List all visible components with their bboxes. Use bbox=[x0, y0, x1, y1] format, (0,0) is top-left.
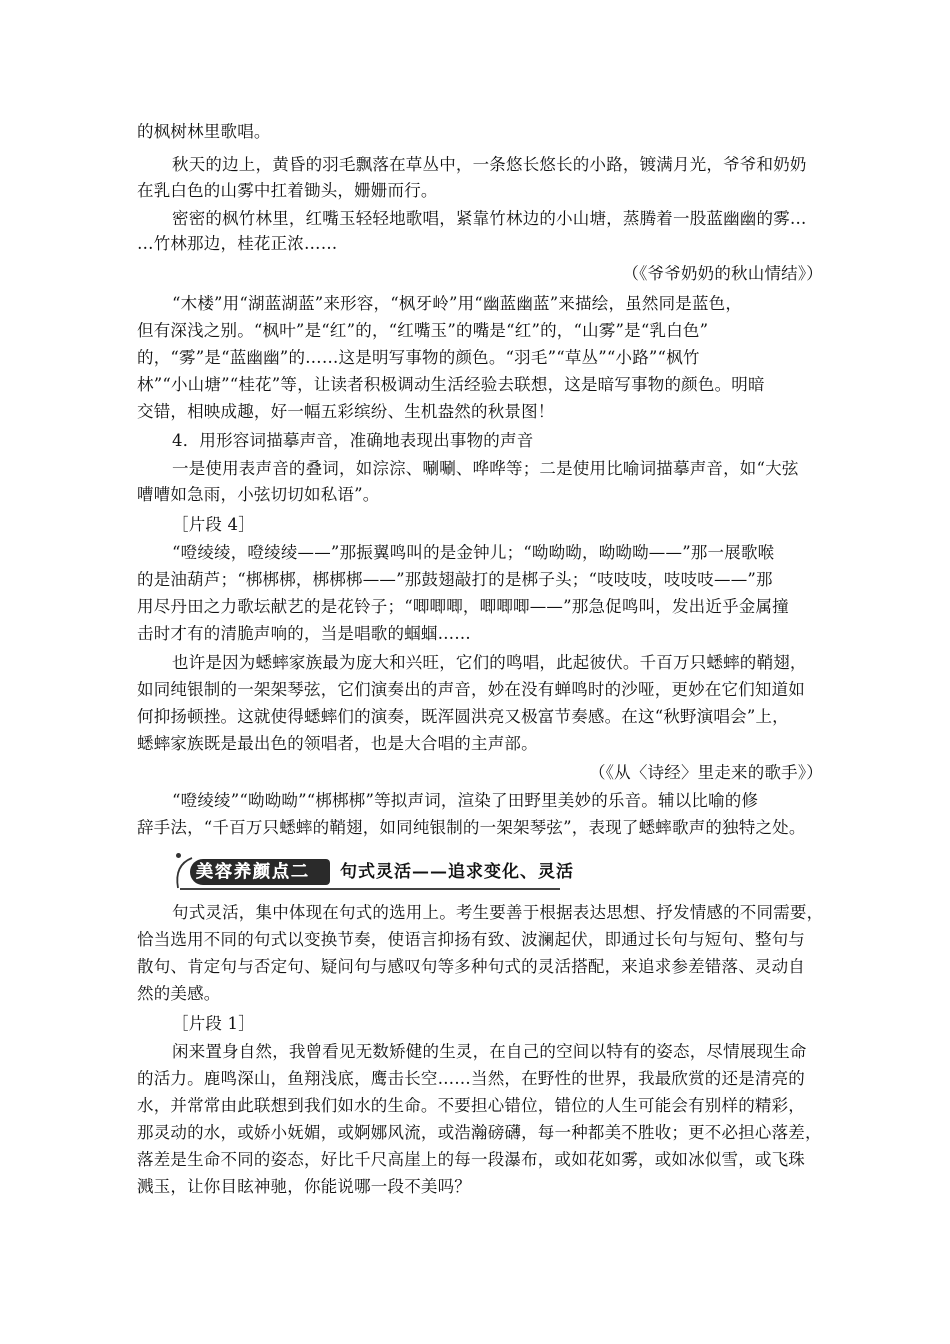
banner-underline bbox=[180, 888, 560, 890]
paragraph-line: 交错，相映成趣，好一幅五彩缤纷、生机盎然的秋景图！ bbox=[137, 402, 555, 421]
paragraph-line: 密密的枫竹林里，红嘴玉轻轻地歌唱，紧靠竹林边的小山塘，蒸腾着一股蓝幽幽的雾… bbox=[172, 209, 807, 228]
source-citation: （《从〈诗经〉里走来的歌手》） bbox=[589, 763, 823, 782]
paragraph-line: 水，并常常由此联想到我们如水的生命。不要担心错位，错位的人生可能会有别样的精彩， bbox=[137, 1096, 805, 1115]
paragraph-line: 然的美感。 bbox=[137, 984, 221, 1003]
section-heading: 4．用形容词描摹声音，准确地表现出事物的声音 bbox=[172, 431, 534, 450]
paragraph-line: 的是油葫芦；“梆梆梆，梆梆梆——”那鼓翅敲打的是梆子头；“吱吱吱，吱吱吱——”那 bbox=[137, 570, 773, 589]
section-banner bbox=[168, 855, 574, 889]
paragraph-line: 但有深浅之别。“枫叶”是“红”的，“红嘴玉”的嘴是“红”的，“山雾”是“乳白色” bbox=[137, 321, 709, 340]
paragraph-line: 那灵动的水，或娇小妩媚，或婀娜风流，或浩瀚磅礴，每一种都美不胜收；更不必担心落差， bbox=[137, 1123, 822, 1142]
paragraph-line: 如同纯银制的一架架琴弦，它们演奏出的声音，妙在没有蝉鸣时的沙哑，更妙在它们知道如 bbox=[137, 680, 805, 699]
paragraph-line: 用尽丹田之力歌坛献艺的是花铃子；“唧唧唧，唧唧唧——”那急促鸣叫，发出近乎金属撞 bbox=[137, 597, 789, 616]
paragraph-line: 辞手法，“千百万只蟋蟀的鞘翅，如同纯银制的一架架琴弦”，表现了蟋蟀歌声的独特之处。 bbox=[137, 818, 806, 837]
paragraph-line: 也许是因为蟋蟀家族最为庞大和兴旺，它们的鸣唱，此起彼伏。千百万只蟋蟀的鞘翅， bbox=[172, 653, 807, 672]
paragraph-line: 在乳白色的山雾中扛着锄头，姗姗而行。 bbox=[137, 181, 438, 200]
source-citation: （《爷爷奶奶的秋山情结》） bbox=[622, 264, 823, 283]
paragraph-line: 击时才有的清脆声响的，当是唱歌的蝈蝈…… bbox=[137, 624, 471, 643]
paragraph-line: 溅玉，让你目眩神驰，你能说哪一段不美吗？ bbox=[137, 1177, 471, 1196]
paragraph-line: 的，“雾”是“蓝幽幽”的……这是明写事物的颜色。“羽毛”“草丛”“小路”“枫竹 bbox=[137, 348, 700, 367]
paragraph-line: 何抑扬顿挫。这就使得蟋蟀们的演奏，既浑圆洪亮又极富节奏感。在这“秋野演唱会”上， bbox=[137, 707, 789, 726]
banner-pill-label: 美容养颜点二 bbox=[196, 862, 310, 882]
paragraph-line: …竹林那边，桂花正浓…… bbox=[137, 234, 338, 253]
paragraph-line: 的枫树林里歌唱。 bbox=[137, 122, 271, 141]
paragraph-line: 句式灵活，集中体现在句式的选用上。考生要善于根据表达思想、抒发情感的不同需要， bbox=[172, 903, 824, 922]
paragraph-line: 的活力。鹿鸣深山，鱼翔浅底，鹰击长空……当然，在野性的世界，我最欣赏的还是清亮的 bbox=[137, 1069, 805, 1088]
fragment-label: ［片段 4］ bbox=[172, 515, 255, 534]
paragraph-line: 秋天的边上，黄昏的羽毛飘落在草丛中，一条悠长悠长的小路，镀满月光，爷爷和奶奶 bbox=[172, 155, 807, 174]
paragraph-line: 落差是生命不同的姿态，好比千尺高崖上的每一段瀑布，或如花如雾，或如冰似雪，或飞珠 bbox=[137, 1150, 805, 1169]
paragraph-line: 林”“小山塘”“桂花”等，让读者积极调动生活经验去联想，这是暗写事物的颜色。明暗 bbox=[137, 375, 765, 394]
paragraph-line: 一是使用表声音的叠词，如淙淙、唰唰、哗哗等；二是使用比喻词描摹声音，如“大弦 bbox=[172, 459, 799, 478]
paragraph-line: “噔绫绫，噔绫绫——”那振翼鸣叫的是金钟儿；“呦呦呦，呦呦呦——”那一展歌喉 bbox=[172, 543, 775, 562]
paragraph-line: 闲来置身自然，我曾看见无数矫健的生灵，在自己的空间以特有的姿态，尽情展现生命 bbox=[172, 1042, 807, 1061]
paragraph-line: “噔绫绫”“呦呦呦”“梆梆梆”等拟声词，渲染了田野里美妙的乐音。辅以比喻的修 bbox=[172, 791, 759, 810]
paragraph-line: 蟋蟀家族既是最出色的领唱者，也是大合唱的主声部。 bbox=[137, 734, 538, 753]
banner-heading: 句式灵活——追求变化、灵活 bbox=[340, 862, 574, 882]
paragraph-line: 嘈嘈如急雨，小弦切切如私语”。 bbox=[137, 485, 380, 504]
paragraph-line: 恰当选用不同的句式以变换节奏，使语言抑扬有致、波澜起伏，即通过长句与短句、整句与 bbox=[137, 930, 805, 949]
fragment-label: ［片段 1］ bbox=[172, 1014, 255, 1033]
paragraph-line: “木楼”用“湖蓝湖蓝”来形容，“枫牙岭”用“幽蓝幽蓝”来描绘，虽然同是蓝色， bbox=[172, 294, 743, 313]
paragraph-line: 散句、肯定句与否定句、疑问句与感叹句等多种句式的灵活搭配，来追求参差错落、灵动自 bbox=[137, 957, 805, 976]
